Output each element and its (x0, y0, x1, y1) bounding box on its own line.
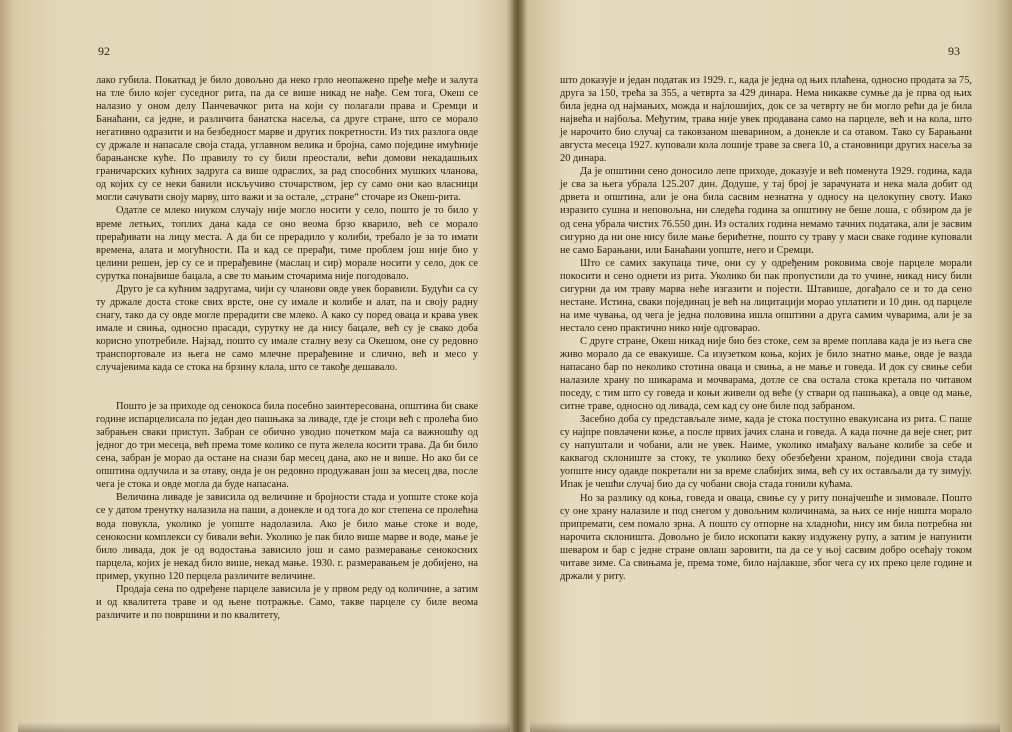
paragraph: Пошто је за приходе од сенокоса била посебно заинтересована, општина би сваке године испарцелисала по један део пашњака за ливаде, где је стоци већ с пролећа био забрањен сваки приступ. Забран се обично уводио почетком маја са важношћу од једног до три месеца, већ према томе колико се пута желела косити трава. Да би било сена, забран је морао да остане на снази бар месец дана, ако не и више. Но ако би се општина одлучила и за отаву, онда је он редовно продужаван још за месец два, после чега је стока и овде могла да буде напасана. (96, 401, 478, 491)
book-gutter (506, 0, 528, 732)
paragraph: што доказује и један податак из 1929. г., када је једна од њих плаћена, односно продата за 75, друга за 150, трећа за 355, а четврта за 429 динара. Нема никакве сумње да је прва од њих била једна од најмањих, можда и најлошијих, док се за четврту не би могло рећи да је била највећа и најбоља. Међутим, трава није увек продавана само на парцеле, већ и на кола, што је нарочито био случај са таковзаном шеварином, а донекле и са отавом. Тако су Барањани августа месеца 1927. куповали кола лошије траве за свега 10, а становници других насеља за 20 динара. (560, 75, 972, 165)
page-number: 93 (948, 44, 960, 58)
left-page (18, 0, 510, 732)
page-edge-shadow (18, 722, 510, 732)
paragraph: Но за разлику од коња, говеда и оваца, свиње су у риту понајчешће и зимовале. Пошто су оне храну налазиле и под снегом у довољним количинама, за њих се није ништа морало припремати, сем помало зрна. А пошто су отпорне на хладноћи, нису им била потребна ни нарочита склоништа. Довољно је било ископати какву издужену рупу, а затим је напунити шеваром и бар с једне стране овлаш заровити, па да се у њој сасвим добро осећају током читаве зиме. Са свињама је, према томе, било најлакше, због чега су их преко целе године и држали у риту. (560, 492, 972, 582)
paragraph: Засебно доба су представљале зиме, када је стока поступно евакуисана из рита. С паше су најпре повлачени коње, а после првих јачих слана и говеда. А када почне да веје снег, рит су напуштали и чобани, али не увек. Наиме, уколико имађаху ваљане колибе за себе и каквагод склониште за стоку, те уколико беху обезбеђени храном, поједини своја стада уопште нису одавде покретали ни за време слабијих зима, већ су их остављали да ту зимују. Ипак је чешћи случај био да су чобани своја стада гонили кућама. (560, 414, 972, 491)
page-body (96, 74, 478, 622)
paragraph: Да је општини сено доносило лепе приходе, доказује и већ поменута 1929. година, када је сва за њега убрала 125.207 дин. Додуше, у тај број је зарачуната и нека мала добит од дрвета и општина, али је она била сасвим незнатна у односу на целокупну своту. Иако изразито сушна и неповољна, ни следећа година за општину не беше лоша, с обзиром да је од сена убрала чистих 76.550 дин. Из осталих година немамо тачних података, али је засвим сигурно да ни оне нису биле мање берићетне, пошто су траву у маси сваке године куповали не само Барањани, или Банаћани уопште, него и Сремци. (560, 166, 972, 256)
right-page (530, 0, 1000, 732)
paragraph: С друге стране, Океш никад није био без стоке, сем за време поплава када је из њега све живо морало да се евакуише. Са изузетком коња, којих је било знатно мање, овде је вазда напасано бар по неколико стотина оваца и свиња, а не мање и говеда. И док су свиње себи налазиле храну по шикарама и мочварама, дотле се сва остала стока кретала по читавом поседу, с тим што су говеда и коњи живели од веће (у ствари од пашњака), а овце од мање, ситне траве, односно од ливада, сем кад су оне биле под забраном. (560, 335, 972, 413)
paragraph: Величина ливаде је зависила од величине и бројности стада и уопште стоке која се у датом тренутку налазила на паши, а донекле и од тога до ког степена се пролећна вода повукла, уколико је уопште надолазила. Ако је било мање стоке и воде, сенокосни комплекси су бивали већи. Уколико је пак било више марве и воде, мање је било ливада, док је од водостања зависило још и само размеравање сенокосних парцела, којих је некад било више, некад мање. 1930. г. размеравањем је добијено, на пример, укупно 120 перцела различите величине. (96, 492, 478, 582)
paragraph: Одатле се млеко ниуком случају није могло носити у село, пошто је то било у време летњих, топлих дана када се оно веома брзо кварило, већ се морало прерађивати на лицу места. А да би се прерадило у колиби, требало је за то имати времена, алата и могућности. Па и кад се прерађи, тиме проблем још није био у целини решен, јер су се и прерађевине (маслац и сир) морале носити у село, док се сурутка понајвише бацала, а све то мањим сточарима није погодовало. (96, 205, 478, 282)
page-edge-shadow (530, 722, 1000, 732)
paragraph: Продаја сена по одређене парцеле зависила је у првом реду од количине, а затим и од квалитета траве и од њене потражње. Само, такве парцеле су биле веома различите и по површини и по квалитету, (96, 583, 478, 621)
page-body (560, 74, 972, 583)
paragraph: Што се самих закупаца тиче, они су у одређеним роковима своје парцеле морали покосити и сено однети из рита. Уколико би пак пропустили да то учине, никад нису били сигурни да им траву марва неће изгазити и појести. Штавише, догађало се и то да сено нестане. Истина, сваки појединац је већ на лицитацији морао уплатити и 10 дин. од парцеле на име чувања, од чега је једна половина ишла општини а друга самим чуварима, али је за нестало сено практично нико није одговарао. (560, 257, 972, 334)
paragraph: лако губила. Покаткад је било довољно да неко грло неопажено пређе међе и залута на тле било којег суседног рита, па да се више никад не нађе. Сем тога, Океш се налазио у оном делу Панчевачког рита на који су полагали права и Сремци и Банаћани, са једне, и различита банатска насеља, са друге стране, што се морало негативно одразити и на безбедност марве и других покретности. Из тих разлога овде су држале и напасале своја стада, углавном велика и бројна, само поједине имућније барањанске куће. По правилу то су били преостали, већи домови некадашњих граничарских кућних задруга са више одраслих, за рад способних мушких чланова, од којих су се неки бавили искључиво сточарством, јер су само они као власници могли сачувати своју марву, што важи и за остале, „стране“ сточаре из Океш-рита. (96, 75, 478, 204)
page-number: 92 (98, 44, 110, 58)
paragraph: Друго је са кућним задругама, чији су чланови овде увек боравили. Будући са су ту држале доста стоке свих врсте, оне су имале и колибе и алат, па и своју радну снагу, тако да су овде могле прерадити све млеко. А како су поред оваца и крава увек имале и свиња, односно прасади, сурутку не да нису бацале, већ су је свако доба корисно употребиле. Најзад, пошто су имале сталну везу са Окешом, оне су редовно транспортовале из њега не само млечне прерађевине и слично, већ и месо у случајевима када се стока на брзину клала, што се такође дешавало. (96, 283, 478, 374)
